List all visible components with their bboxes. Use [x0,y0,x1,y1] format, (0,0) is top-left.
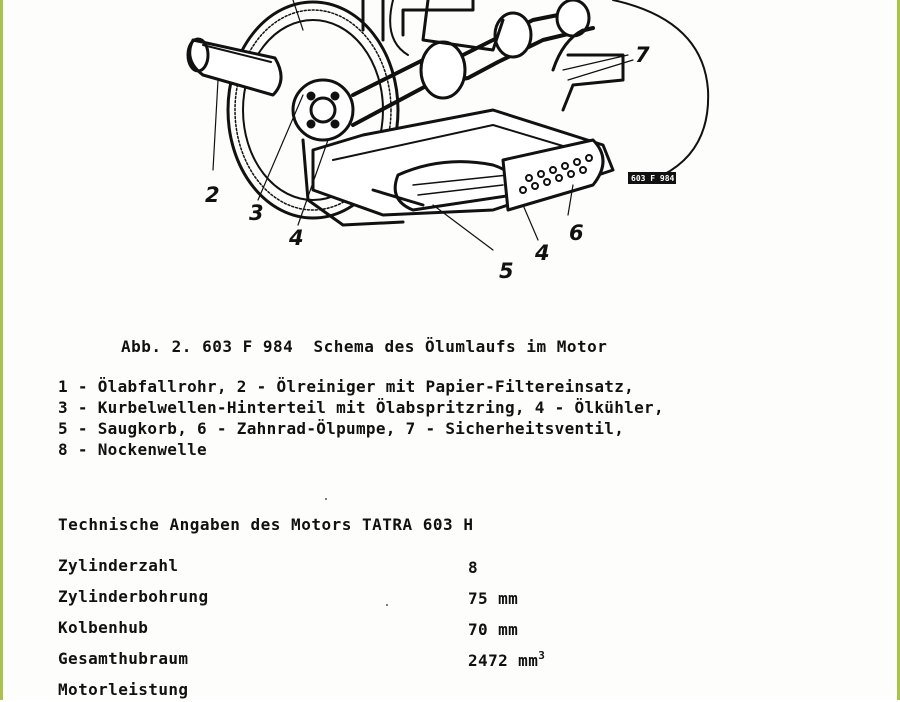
spec-label: Zylinderzahl [58,556,179,575]
callout-3: 3 [249,201,264,225]
scan-speck [386,604,388,606]
spec-value: 2472 $mm^3$ [468,649,546,670]
spec-row [58,618,758,640]
spec-label: Kolbenhub [58,618,149,637]
spec-row [58,649,758,671]
scan-speck [325,498,327,500]
spec-row [58,587,758,609]
spec-row [58,680,758,702]
spec-value: 75 mm [468,589,519,608]
legend-line: 8 - Nockenwelle [58,440,207,459]
callout-6: 6 [569,221,584,245]
callout-2: 2 [205,183,220,207]
spec-row [58,556,758,578]
callout-7: 7 [635,43,650,67]
callout-4b: 4 [535,241,550,265]
engine-oil-circuit-diagram [163,0,723,290]
legend-line: 5 - Saugkorb, 6 - Zahnrad-Ölpumpe, 7 - Sicherheitsventil, [58,419,625,438]
spec-value: 8 [468,558,479,577]
figure-code-tag: 603 F 984 [631,174,675,183]
specs-title: Technische Angaben des Motors TATRA 603 H [58,515,474,534]
callout-5: 5 [499,259,514,283]
spec-value: 70 mm [468,620,519,639]
callout-4: 4 [289,226,304,250]
figure-caption: Abb. 2. 603 F 984 Schema des Ölumlaufs im Motor [121,337,608,356]
figure-legend [58,376,664,460]
legend-line: 3 - Kurbelwellen-Hinterteil mit Ölabspritzring, 4 - Ölkühler, [58,398,664,417]
spec-label: Zylinderbohrung [58,587,209,606]
legend-line: 1 - Ölabfallrohr, 2 - Ölreiniger mit Papier-Filtereinsatz, [58,377,635,396]
spec-label: Motorleistung [58,680,189,699]
spec-label: Gesamthubraum [58,649,189,668]
